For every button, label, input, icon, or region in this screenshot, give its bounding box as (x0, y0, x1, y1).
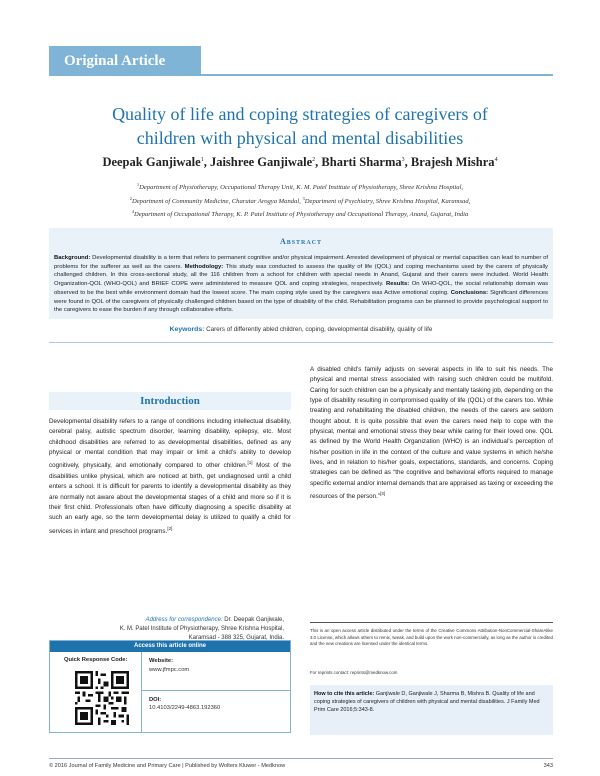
doi-link[interactable]: 10.4103/2249-4863.192360 (149, 705, 221, 711)
citation-text (314, 690, 550, 714)
author-name: Bharti Sharma (321, 155, 402, 169)
article-title (60, 102, 540, 150)
correspondence-name: Dr. Deepak Ganjiwale, (222, 617, 284, 623)
access-divider (141, 690, 290, 691)
author-sep: , (315, 155, 322, 169)
license-notice: This is an open access article distributed under the terms of the Creative Commons Attribution-NonCommercial-ShareAlike 3.0 License, which allows others to remix, tweak, and build upon the work non-commercially, as long as the author is credited and the new creations are licensed under the identical terms. (310, 628, 553, 646)
author-name: Deepak Ganjiwale (102, 155, 201, 169)
author-affil-mark: 3 (401, 156, 405, 163)
reference-mark: [1] (247, 460, 253, 466)
affiliation-line-3: $^4$Department of Occupational Therapy, K. P. Patel Institute of Physiotherapy and Occupational Therapy, Anand, Gujarat, India (131, 209, 469, 219)
abstract-background: Developmental disability is a term that refers to permanent cognitive and/or physical impairment. Arrested development of physical or mental capacities can lead to number of problems for the sufferer as well as the carers. (54, 255, 548, 270)
abstract-label: Background: (54, 255, 91, 261)
title-line-2: children with physical and mental disabilities (136, 128, 464, 148)
correspondence-label: Address for correspondence: (145, 617, 223, 623)
website-label: Website: (149, 658, 174, 664)
header-rule (201, 74, 553, 76)
license-rule (310, 622, 553, 623)
page-number: 343 (543, 763, 553, 769)
author-name: Brajesh Mishra (410, 155, 495, 169)
footer-copyright: © 2016 Journal of Family Medicine and Primary Care | Published by Wolters Kluwer - Medknow (49, 763, 286, 769)
keywords-rule (49, 342, 553, 343)
author-list (40, 155, 560, 170)
abstract-label: Methodology: (184, 263, 224, 270)
author-sep: , (203, 155, 210, 169)
citation-body: Ganjiwale D, Ganjiwale J, Sharma B, Mishra B. Quality of life and coping strategies of caregivers of children with physical and mental disabilities. J Family Med Prim Care 2016;5:343-8. (314, 691, 540, 714)
author-affil-mark: 2 (312, 156, 316, 163)
reference-mark: [3] (380, 491, 386, 497)
abstract-methodology: This study was conducted to assess the quality of life (QOL) and coping mechanisms used by the carers of physically challenged children. In this cross-sectional study, all the 116 children from a school for children with special needs in Anand, Gujarat and their carers were included. World Health Organization-QOL (WHO-QOL) and BRIEF COPE were administered to measure QOL and coping strategies, respectively. (54, 263, 549, 288)
affiliation-line-1: $^1$Department of Physiotherapy, Occupational Therapy Unit, K. M. Patel Institute of Physiotherapy, Shree Krishna Hospital, (136, 182, 464, 192)
author-affil-mark: 4 (494, 156, 498, 163)
keywords-text: Carers of differently abled children, coping, developmental disability, quality of life (204, 326, 433, 333)
access-online-heading: Access this article online (50, 641, 290, 652)
qr-code-label: Quick Response Code: (64, 657, 128, 663)
affiliations (40, 180, 560, 221)
author-affil-mark: 1 (200, 156, 204, 163)
access-divider (141, 652, 142, 732)
correspondence-line: K. M. Patel Institute of Physiotherapy, Shree Krishna Hospital, (119, 625, 284, 632)
abstract-conclusions: Significant differences were found in QOL of the caregivers of physically challenged children based on the type of disability of the child. Rehabilitation programs can be planned to provide psychological support to the caregivers to ease the burden if any through collaborative efforts. (54, 289, 549, 314)
article-type-badge: Original Article (49, 46, 201, 76)
keywords-label: Keywords: (169, 326, 205, 333)
affiliation-3: Department of Psychiatry, Shree Krishna Hospital, Karamsad, (304, 197, 471, 205)
website-link[interactable]: www.jfmpc.com (149, 667, 190, 673)
title-line-1: Quality of life and coping strategies of caregivers of (112, 104, 488, 124)
intro-paragraph-2: A disabled child’s family adjusts on several aspects in life to suit his needs. The physical and mental stress associated with raising such children could be multifold. Caring for such children can be a physically and mentally tasking job, depending on the type of disability resulting in compromised quality of life (QOL) of the carers too. While treating and rehabilitating the disabled children, the needs of the carers are seldom thought about. It is quite possible that even the carers need help to cope with the physical, mental and emotional stress they bear while caring for their loved one. QOL as defined by the World Health Organization (WHO) is an individual’s perception of his/her position in life in the context of the culture and value systems in which he/she lives, and in relation to his/her goals, expectations, standards, and concerns. Coping strategies can be defined as “the cognitive and behavioral efforts required to manage specific external and/or internal demands that are appraised as taxing or exceeding the resources of the person.”[3] (310, 366, 553, 501)
author-name: Jaishree Ganjiwale (209, 155, 313, 169)
affiliation-4: Department of Occupational Therapy, K. P. Patel Institute of Physiotherapy and Occupational Therapy, Anand, Gujarat, India (133, 211, 469, 219)
affiliation-1: Department of Physiotherapy, Occupational Therapy Unit, K. M. Patel Institute of Physiotherapy, Shree Krishna Hospital, (139, 184, 464, 192)
footer-rule (49, 758, 553, 759)
keywords (49, 326, 553, 333)
reference-mark: [2] (167, 525, 173, 531)
doi-label: DOI: (149, 697, 162, 703)
abstract-text (54, 254, 548, 315)
affiliation-line-2: $^2$Department of Community Medicine, Charutar Arogya Mandal, $^3$Department of Psychiatry, Shree Krishna Hospital, Karamsad, (129, 195, 471, 205)
abstract-heading: Abstract (279, 237, 323, 246)
abstract-label: Results: (386, 281, 410, 288)
correspondence-line: Karamsad - 388 325, Gujarat, India. (188, 634, 284, 641)
abstract-label: Conclusions: (450, 289, 489, 296)
reprints-contact[interactable]: For reprints contact: reprints@medknow.com (310, 670, 398, 675)
author-sep: , (404, 155, 411, 169)
qr-code-icon[interactable] (75, 671, 129, 725)
affiliation-2: Department of Community Medicine, Charutar Arogya Mandal, (131, 197, 301, 205)
citation-label: How to cite this article: (314, 691, 375, 697)
abstract-results: On WHO-QOL, the social relationship domain was observed to be the best while environment domain had the lowest score. The main coping style used by the caregivers was Active emotional coping. (54, 281, 549, 296)
intro-paragraph-1: Developmental disability refers to a range of conditions including intellectual disability, cerebral palsy, autistic spectrum disorder, learning disability, epilepsy, etc. Most childhood disabilities are referred to as developmental disabilities, defined as any physical or mental condition that may impair or limit a child’s ability to develop cognitively, physically, and emotionally compared to other children.[1] Most of the disabilities unlike physical, which are noticed at birth, get undiagnosed until a child enters a school. It is difficult for parents to identify a developmental disability as they are normally not aware about the developmental stages of a child and more so if it is their first child. Professionals often have difficulty diagnosing a specific disability at such an early age, so the term developmental delay is utilized to qualify a child for services in infant and preschool programs.[2] (49, 418, 291, 535)
section-heading-introduction: Introduction (140, 395, 200, 407)
